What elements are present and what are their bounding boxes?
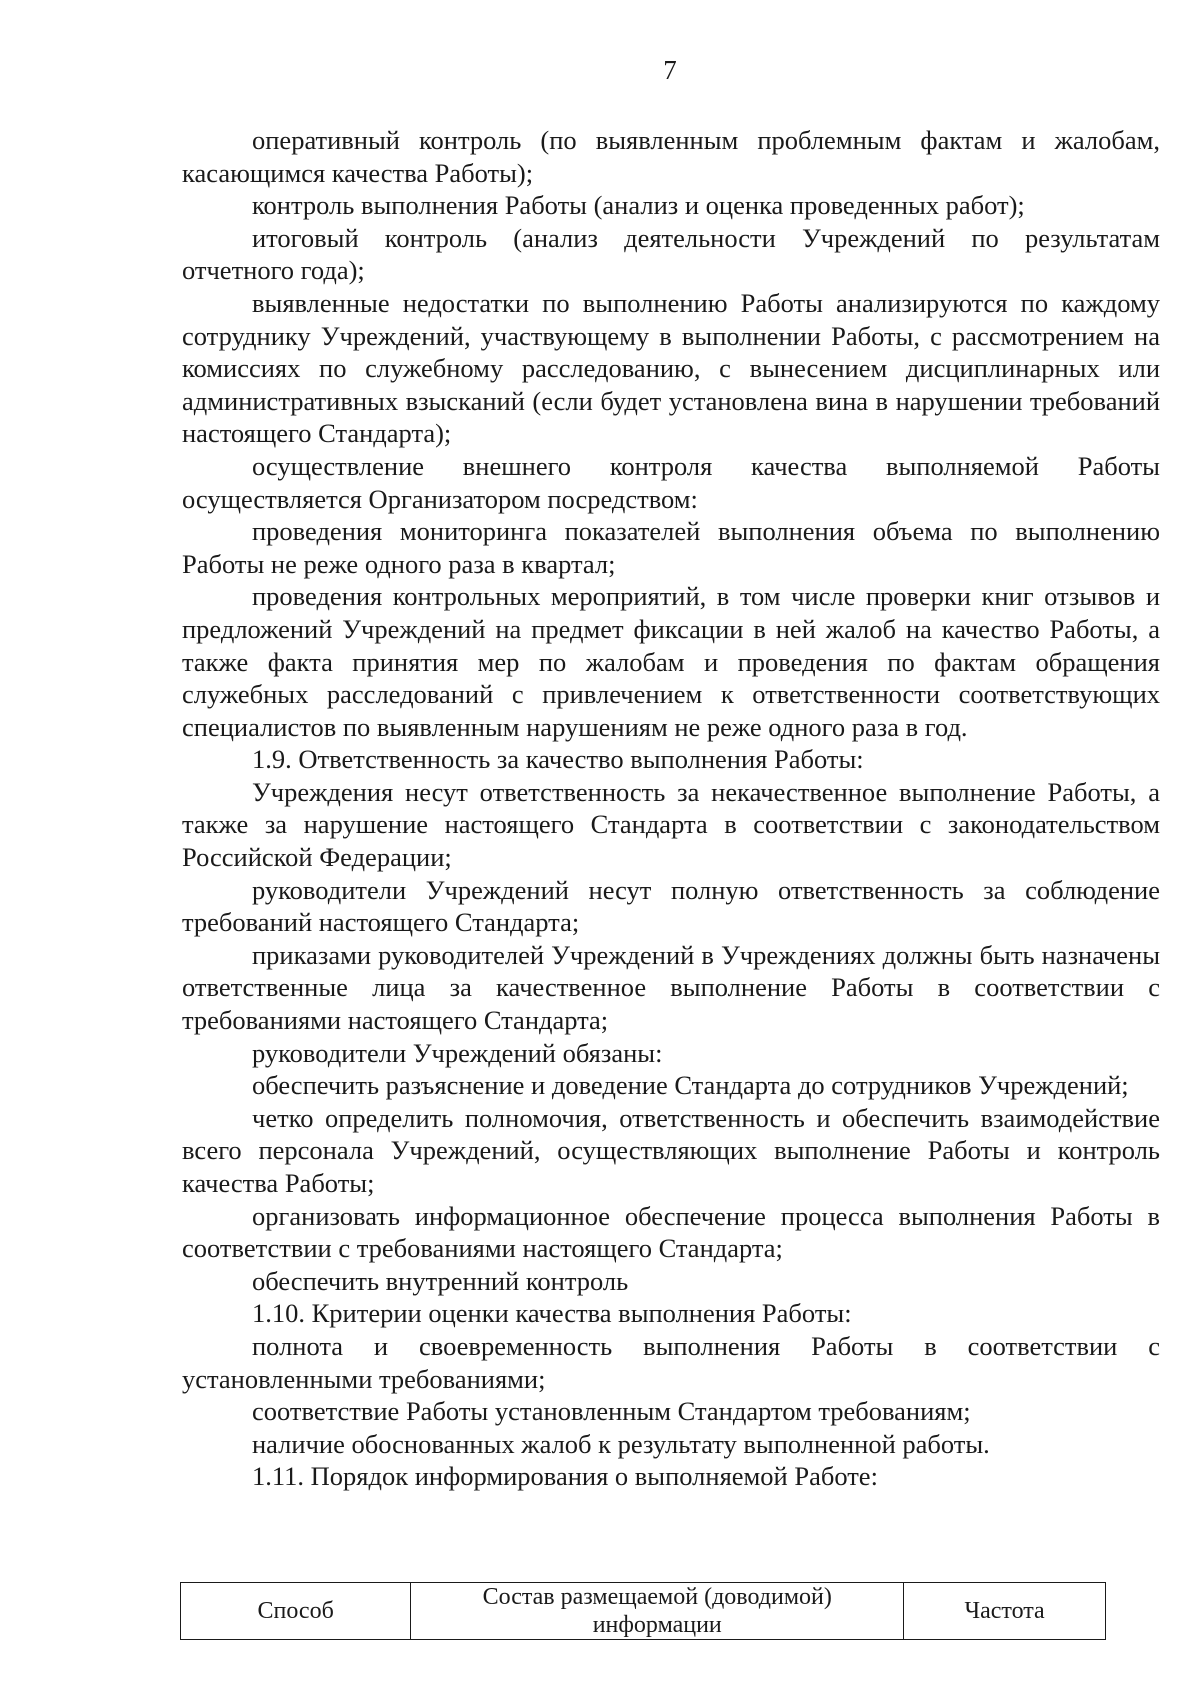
paragraph: наличие обоснованных жалоб к результату выполненной работы. — [252, 1428, 990, 1459]
paragraph: выявленные недостатки по выполнению Работы анализируются по каждому сотруднику Учреждений, участвующему в выполнении Работы, с рассмотрением на комиссиях по служебному расследованию, с вынесением дисциплинарных или административных взысканий (если будет установлена вина в нарушении требований настоящего Стандарта); — [182, 287, 1160, 449]
paragraph: проведения мониторинга показателей выполнения объема по выполнению Работы не реже одного раза в квартал; — [182, 516, 1160, 579]
column-header-method: Способ — [181, 1583, 411, 1640]
paragraph: осуществление внешнего контроля качества выполняемой Работы осуществляется Организатором посредством: — [182, 450, 1160, 514]
paragraph: обеспечить разъяснение и доведение Стандарта до сотрудников Учреждений; — [252, 1070, 1129, 1101]
paragraph: оперативный контроль (по выявленным проблемным фактам и жалобам, касающимся качества Работы); — [182, 125, 1160, 188]
paragraph: руководители Учреждений обязаны: — [252, 1037, 663, 1068]
section-heading: 1.10. Критерии оценки качества выполнения Работы: — [252, 1298, 852, 1329]
paragraph: контроль выполнения Работы (анализ и оценка проведенных работ); — [252, 190, 1025, 221]
page-number: 7 — [663, 55, 677, 85]
paragraph: четко определить полномочия, ответственность и обеспечить взаимодействие всего персонала Учреждений, осуществляющих выполнение Работы и контроль качества Работы; — [182, 1102, 1160, 1198]
paragraph: соответствие Работы установленным Стандартом требованиям; — [252, 1396, 971, 1427]
section-heading: 1.11. Порядок информирования о выполняемой Работе: — [252, 1461, 878, 1492]
paragraph: обеспечить внутренний контроль — [252, 1265, 629, 1296]
paragraph: проведения контрольных мероприятий, в том числе проверки книг отзывов и предложений Учреждений на предмет фиксации в ней жалоб на качество Работы, а также факта принятия мер по жалобам и проведения по фактам обращения служебных расследований с привлечением к ответственности соответствующих специалистов по выявленным нарушениям не реже одного раза в год. — [182, 581, 1160, 742]
column-header-frequency: Частота — [904, 1583, 1106, 1640]
paragraph: Учреждения несут ответственность за некачественное выполнение Работы, а также за нарушение настоящего Стандарта в соответствии с законодательством Российской Федерации; — [182, 776, 1160, 873]
table-header-row — [181, 1583, 1106, 1640]
column-header-content: Состав размещаемой (доводимой) информации — [411, 1583, 904, 1640]
section-heading: 1.9. Ответственность за качество выполнения Работы: — [252, 744, 864, 775]
document-body — [182, 124, 1160, 1493]
paragraph: организовать информационное обеспечение процесса выполнения Работы в соответствии с требованиями настоящего Стандарта; — [182, 1200, 1160, 1264]
paragraph: итоговый контроль (анализ деятельности Учреждений по результатам отчетного года); — [182, 222, 1160, 286]
paragraph: полнота и своевременность выполнения Работы в соответствии с установленными требованиями; — [182, 1330, 1160, 1394]
info-table-container — [180, 1582, 1106, 1640]
info-table — [180, 1582, 1106, 1640]
paragraph: приказами руководителей Учреждений в Учреждениях должны быть назначены ответственные лица за качественное выполнение Работы в соответствии с требованиями настоящего Стандарта; — [182, 939, 1160, 1036]
paragraph: руководители Учреждений несут полную ответственность за соблюдение требований настоящего Стандарта; — [182, 874, 1160, 938]
